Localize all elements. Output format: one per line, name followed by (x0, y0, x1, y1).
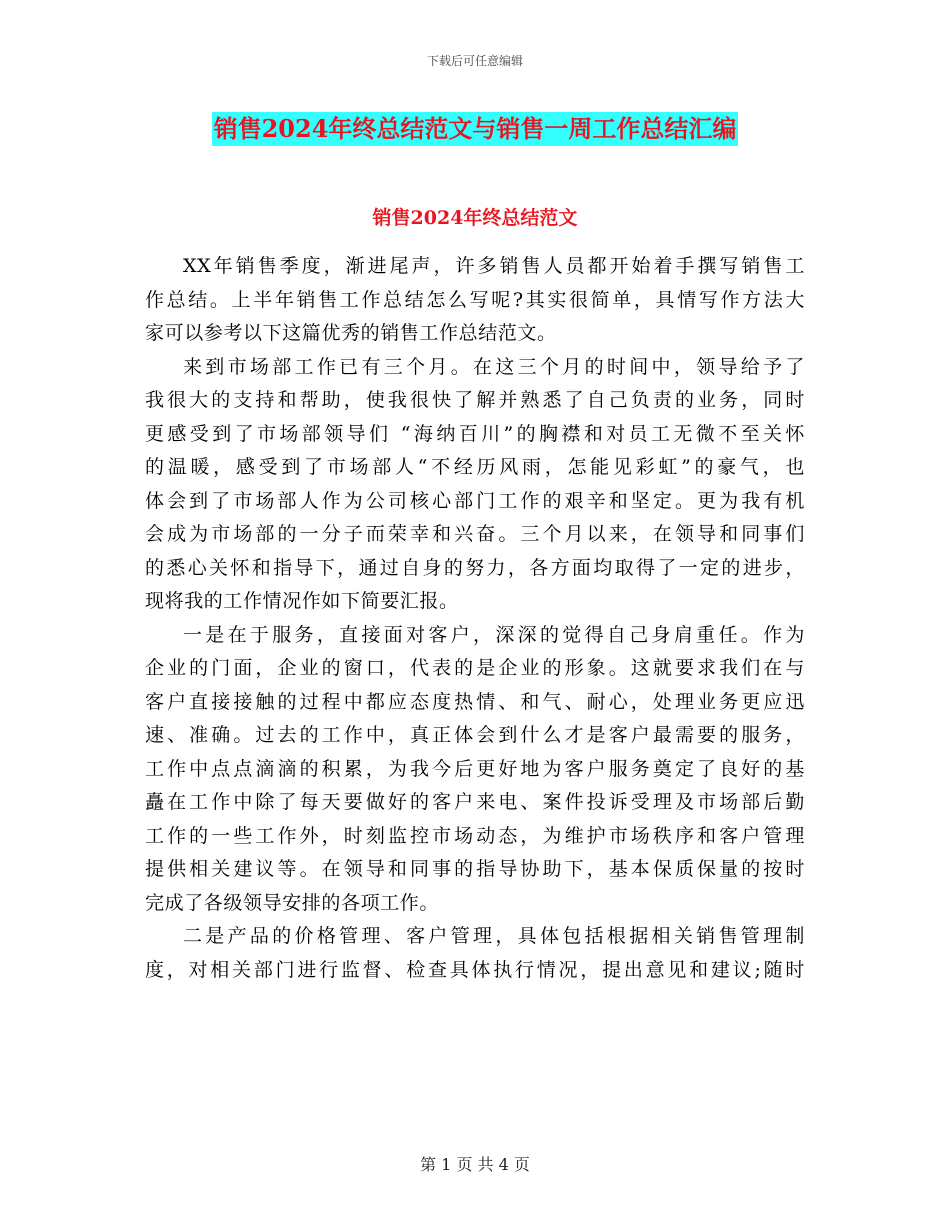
paragraph-line: 现将我的工作情况作如下简要汇报。 (145, 590, 459, 612)
header-note: 下载后可任意编辑 (426, 54, 523, 68)
paragraph-line: 提供相关建议等。在领导和同事的指导协助下，基本保质保量的按时 (145, 858, 805, 880)
paragraph-line: 我很大的支持和帮助，使我很快了解并熟悉了自己负责的业务，同时 (145, 389, 805, 411)
paragraph-line: 来到市场部工作已有三个月。在这三个月的时间中，领导给予了 (183, 355, 805, 378)
paragraph (145, 619, 805, 921)
paragraph (145, 920, 805, 987)
paragraph-line: 家可以参考以下这篇优秀的销售工作总结范文。 (145, 322, 557, 344)
section-title: 销售2024年终总结范文 (372, 207, 578, 229)
paragraph-line: 度，对相关部门进行监督、检查具体执行情况，提出意见和建议;随时 (145, 958, 805, 981)
paragraph-line: 工作中点点滴滴的积累，为我今后更好地为客户服务奠定了良好的基 (145, 757, 805, 780)
paragraph-line: 矗在工作中除了每天要做好的客户来电、案件投诉受理及市场部后勤 (145, 791, 805, 813)
page-footer: 第 1 页 共 4 页 (420, 1155, 530, 1174)
paragraph-line: 速、准确。过去的工作中，真正体会到什么才是客户最需要的服务， (145, 724, 805, 746)
paragraph (145, 351, 805, 619)
paragraph-line: 客户直接接触的过程中都应态度热情、和气、耐心，处理业务更应迅 (145, 690, 805, 713)
paragraph-line: 作总结。上半年销售工作总结怎么写呢?其实很简单，具情写作方法大 (145, 288, 805, 311)
doc-title-wrap (0, 112, 950, 146)
paragraph-line: 会成为市场部的一分子而荣幸和兴奋。三个月以来，在领导和同事们 (145, 523, 805, 545)
doc-title: 销售2024年终总结范文与销售一周工作总结汇编 (212, 112, 739, 146)
paragraph (145, 250, 805, 351)
paragraph-line: 一是在于服务，直接面对客户，深深的觉得自己身肩重任。作为 (183, 623, 805, 646)
paragraph-line: 企业的门面，企业的窗口，代表的是企业的形象。这就要求我们在与 (145, 657, 805, 679)
paragraph-line: XX年销售季度，渐进尾声，许多销售人员都开始着手撰写销售工 (183, 255, 805, 277)
paragraph-line: 二是产品的价格管理、客户管理，具体包括根据相关销售管理制 (183, 925, 805, 947)
paragraph-line: 体会到了市场部人作为公司核心部门工作的艰辛和坚定。更为我有机 (145, 489, 805, 512)
paragraph-line: 的悉心关怀和指导下，通过自身的努力，各方面均取得了一定的进步， (145, 556, 805, 579)
document-body (145, 250, 805, 987)
paragraph-line: 完成了各级领导安排的各项工作。 (145, 891, 440, 914)
paragraph-line: 更感受到了市场部领导们 “海纳百川”的胸襟和对员工无微不至关怀 (145, 422, 805, 445)
paragraph-line: 工作的一些工作外，时刻监控市场动态，为维护市场秩序和客户管理 (145, 824, 805, 847)
paragraph-line: 的温暖，感受到了市场部人“不经历风雨，怎能见彩虹”的豪气，也 (145, 456, 805, 478)
